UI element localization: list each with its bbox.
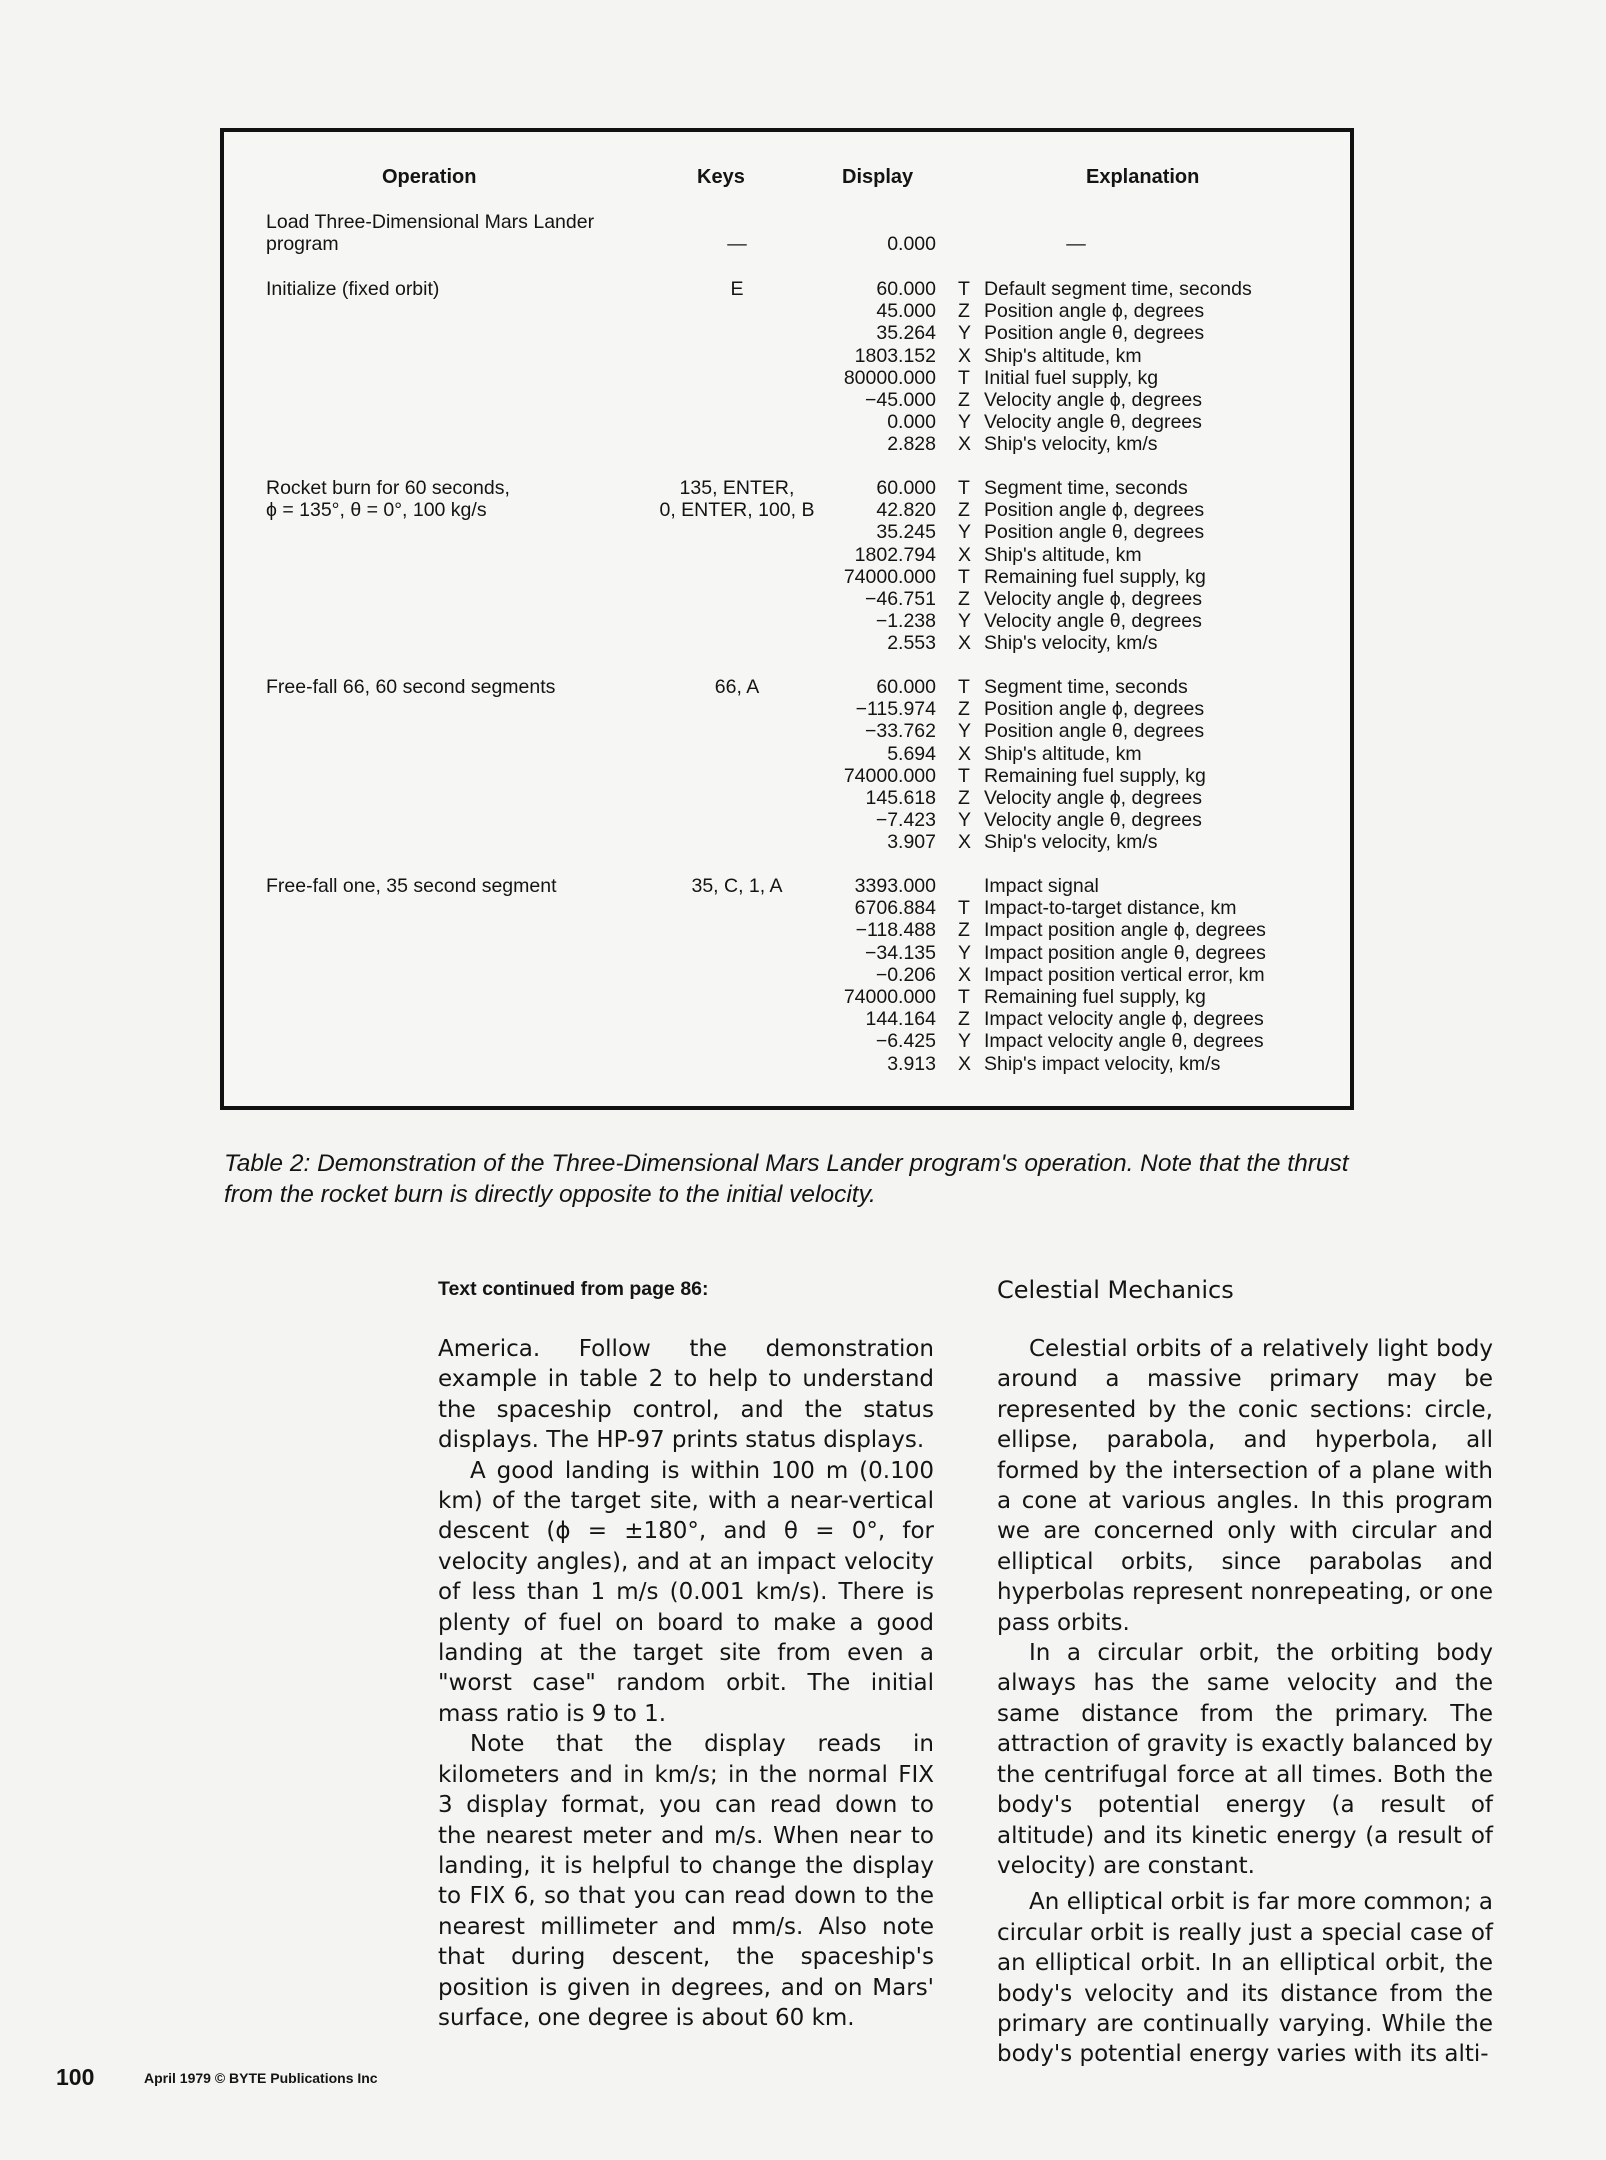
register-label: X: [958, 831, 972, 854]
explanation-text: Segment time, seconds: [984, 676, 1188, 698]
register-label: Z: [958, 499, 970, 522]
keys-line: 0, ENTER, 100, B: [659, 499, 815, 522]
display-value: 74000.000: [843, 764, 936, 787]
register-label: Z: [958, 787, 970, 810]
explanation-text: Remaining fuel supply, kg: [984, 565, 1206, 588]
display-value: 1802.794: [854, 543, 936, 566]
paragraph: Celestial orbits of a relatively light body around a massive primary may be represented by the conic sections: circle, ellipse, parabola, and hyperbola, all formed by the intersection of a plane with a cone at various angles. In this program we are concerned only with circular and elliptical orbits, since parabolas and hyperbolas represent nonrepeating, or one pass orbits.: [997, 1336, 1493, 1636]
header-explanation: Explanation: [1086, 166, 1200, 188]
explanation-text: —: [1066, 233, 1086, 255]
keys-line: 35, C, 1, A: [691, 875, 783, 897]
explanation-line: [958, 1030, 1348, 1052]
explanation-line: [958, 964, 1348, 986]
explanation-text: Position angle θ, degrees: [984, 521, 1205, 544]
explanation-text: Impact velocity angle θ, degrees: [984, 1030, 1264, 1053]
register-label: Y: [958, 1030, 972, 1053]
paragraph: In a circular orbit, the orbiting body always has the same velocity and the same distance from the primary. The attraction of gravity is exactly balanced by the centrifugal force at all times. Both the body's potential energy (a result of altitude) and its kinetic energy (a result of velocity) are constant.: [997, 1640, 1493, 1879]
operation-cell: [266, 875, 646, 897]
display-value: 6706.884: [854, 897, 936, 920]
operation-cell: [266, 278, 646, 300]
explanation-line: [958, 1053, 1348, 1075]
explanation-text: Velocity angle ϕ, degrees: [984, 389, 1202, 412]
register-label: T: [958, 676, 970, 698]
explanation-text: Velocity angle θ, degrees: [984, 809, 1202, 832]
paragraph: America. Follow the demonstration example in table 2 to help to understand the spaceship control, and the status displays. The HP-97 prints status displays.: [438, 1336, 934, 1454]
operation-line: Load Three-Dimensional Mars Lander: [266, 211, 595, 233]
table-caption: Table 2: Demonstration of the Three-Dimensional Mars Lander program's operation. Note that the thrust from the rocket burn is directly opposite to the initial velocity.: [224, 1150, 1349, 1208]
explanation-text: Remaining fuel supply, kg: [984, 986, 1206, 1009]
section-heading: Celestial Mechanics: [997, 1276, 1234, 1304]
register-label: T: [958, 565, 970, 588]
explanation-text: Velocity angle ϕ, degrees: [984, 588, 1202, 611]
display-value: 35.245: [876, 521, 936, 544]
explanation-text: Impact signal: [984, 875, 1099, 897]
explanation-line: [958, 875, 1348, 897]
explanation-text: Segment time, seconds: [984, 477, 1188, 499]
explanation-cell: [958, 875, 1348, 1075]
display-value: 2.828: [887, 433, 936, 456]
explanation-text: Default segment time, seconds: [984, 278, 1252, 300]
explanation-line: [958, 765, 1348, 787]
register-label: T: [958, 366, 970, 389]
register-label: X: [958, 742, 972, 765]
explanation-line: [958, 1008, 1348, 1030]
keys-line: E: [730, 278, 744, 300]
register-label: Z: [958, 698, 970, 721]
display-value: 144.164: [865, 1008, 936, 1031]
explanation-line: [958, 610, 1348, 632]
display-value: 80000.000: [843, 366, 936, 389]
explanation-text: Remaining fuel supply, kg: [984, 764, 1206, 787]
display-value: 0.000: [887, 233, 936, 255]
explanation-text: Ship's altitude, km: [984, 543, 1142, 566]
explanation-line: [958, 698, 1348, 720]
explanation-line: [958, 632, 1348, 654]
display-cell: [780, 278, 936, 456]
register-label: X: [958, 632, 972, 655]
register-label: Y: [958, 411, 972, 434]
explanation-text: Initial fuel supply, kg: [984, 366, 1159, 389]
paragraph: An elliptical orbit is far more common; a circular orbit is really just a special case of an elliptical orbit. In an elliptical orbit, the body's velocity and its distance from the primary are continually varying. While the body's potential energy varies with its alti-: [997, 1889, 1493, 2068]
explanation-text: Ship's altitude, km: [984, 742, 1142, 765]
explanation-text: Ship's altitude, km: [984, 344, 1142, 367]
explanation-line: [958, 588, 1348, 610]
display-value: −0.206: [875, 963, 936, 986]
explanation-line: [958, 300, 1348, 322]
explanation-text: Position angle ϕ, degrees: [984, 698, 1205, 721]
display-value: −34.135: [864, 941, 936, 964]
explanation-text: Impact-to-target distance, km: [984, 897, 1237, 920]
header-keys: Keys: [697, 166, 745, 188]
register-label: T: [958, 477, 970, 499]
continued-heading: Text continued from page 86:: [438, 1278, 709, 1300]
explanation-text: Position angle θ, degrees: [984, 322, 1205, 345]
display-value: 3393.000: [854, 875, 936, 897]
explanation-text: Position angle θ, degrees: [984, 720, 1205, 743]
operation-cell: [266, 211, 646, 255]
register-label: T: [958, 764, 970, 787]
paragraph: Note that the display reads in kilometers and in km/s; in the normal FIX 3 display format, you can read down to the nearest meter and m/s. When near to landing, it is helpful to change the display to FIX 6, so that you can read down to the nearest millimeter and mm/s. Also note that during descent, the spaceship's position is given in degrees, and on Mars' surface, one degree is about 60 km.: [438, 1731, 934, 2031]
explanation-text: Impact position angle ϕ, degrees: [984, 919, 1266, 942]
register-label: Z: [958, 588, 970, 611]
explanation-line: [958, 566, 1348, 588]
explanation-cell: [958, 477, 1348, 655]
display-cell: [780, 477, 936, 655]
display-value: −115.974: [855, 698, 936, 721]
right-text-column: [997, 1334, 1493, 2070]
display-value: −1.238: [875, 610, 936, 633]
explanation-line: [958, 433, 1348, 455]
display-value: 60.000: [876, 278, 936, 300]
register-label: X: [958, 433, 972, 456]
display-value: 60.000: [876, 676, 936, 698]
keys-line: 135, ENTER,: [679, 477, 795, 499]
register-label: Y: [958, 610, 972, 633]
explanation-line: [958, 986, 1348, 1008]
explanation-line: [958, 521, 1348, 543]
operation-line: Rocket burn for 60 seconds,: [266, 477, 510, 499]
display-value: 74000.000: [843, 986, 936, 1009]
register-label: Y: [958, 521, 972, 544]
register-label: T: [958, 897, 970, 920]
display-value: 5.694: [887, 742, 936, 765]
explanation-line: [958, 743, 1348, 765]
explanation-line: [958, 278, 1348, 300]
publication-credit: April 1979 © BYTE Publications Inc: [144, 2070, 378, 2086]
register-label: Z: [958, 389, 970, 412]
register-label: T: [958, 986, 970, 1009]
explanation-line: [958, 676, 1348, 698]
register-label: Y: [958, 720, 972, 743]
explanation-text: Impact velocity angle ϕ, degrees: [984, 1008, 1264, 1031]
page-number: 100: [56, 2064, 95, 2090]
operation-cell: [266, 676, 646, 698]
display-value: 45.000: [876, 300, 936, 323]
explanation-line: [958, 831, 1348, 853]
display-value: 3.907: [887, 831, 936, 854]
display-value: 60.000: [876, 477, 936, 499]
explanation-line: [958, 389, 1348, 411]
explanation-line: [958, 919, 1348, 941]
explanation-line: [958, 411, 1348, 433]
display-value: −7.423: [875, 809, 936, 832]
display-value: −6.425: [875, 1030, 936, 1053]
operation-line: ϕ = 135°, θ = 0°, 100 kg/s: [266, 499, 487, 522]
explanation-text: Ship's impact velocity, km/s: [984, 1052, 1221, 1075]
explanation-text: Velocity angle θ, degrees: [984, 610, 1202, 633]
keys-line: 66, A: [714, 676, 760, 698]
display-value: 1803.152: [854, 344, 936, 367]
explanation-cell: [958, 233, 1348, 255]
register-label: T: [958, 278, 970, 300]
header-display: Display: [842, 166, 914, 188]
explanation-line: [958, 809, 1348, 831]
display-value: 35.264: [876, 322, 936, 345]
display-value: −45.000: [864, 389, 936, 412]
register-label: Y: [958, 322, 972, 345]
operation-line: Free-fall one, 35 second segment: [266, 875, 557, 897]
explanation-cell: [958, 278, 1348, 456]
explanation-line: [958, 322, 1348, 344]
display-value: 0.000: [887, 411, 936, 434]
explanation-text: Impact position angle θ, degrees: [984, 941, 1266, 964]
display-cell: [780, 676, 936, 854]
display-value: −118.488: [855, 919, 936, 942]
register-label: Y: [958, 941, 972, 964]
explanation-text: Position angle ϕ, degrees: [984, 300, 1205, 323]
paragraph: A good landing is within 100 m (0.100 km) of the target site, with a near-vertical descent (ϕ = ±180°, and θ = 0°, for velocity angles), and at an impact velocity of less than 1 m/s (0.001 km/s). There is plenty of fuel on board to make a good landing at the target site from even a "worst case" random orbit. The initial mass ratio is 9 to 1.: [438, 1457, 934, 1727]
register-label: X: [958, 1052, 972, 1075]
operation-cell: [266, 477, 646, 521]
explanation-line: [958, 499, 1348, 521]
explanation-line: [958, 477, 1348, 499]
display-cell: [780, 875, 936, 1075]
explanation-line: [958, 345, 1348, 367]
explanation-text: Ship's velocity, km/s: [984, 831, 1158, 854]
explanation-line: [958, 787, 1348, 809]
display-value: −46.751: [864, 588, 936, 611]
explanation-line: [958, 367, 1348, 389]
explanation-text: Velocity angle ϕ, degrees: [984, 787, 1202, 810]
explanation-line: [958, 233, 1168, 255]
explanation-line: [958, 942, 1348, 964]
header-operation: Operation: [382, 166, 477, 188]
explanation-text: Impact position vertical error, km: [984, 963, 1265, 986]
display-value: 145.618: [865, 787, 936, 810]
explanation-text: Ship's velocity, km/s: [984, 433, 1158, 456]
operation-line: program: [266, 233, 339, 256]
register-label: X: [958, 963, 972, 986]
register-label: Y: [958, 809, 972, 832]
display-value: 74000.000: [843, 565, 936, 588]
operation-line: Free-fall 66, 60 second segments: [266, 676, 556, 698]
register-label: Z: [958, 300, 970, 323]
register-label: Z: [958, 919, 970, 942]
operation-line: Initialize (fixed orbit): [266, 278, 440, 300]
display-value: 2.553: [887, 632, 936, 655]
display-value: 3.913: [887, 1052, 936, 1075]
explanation-line: [958, 720, 1348, 742]
display-value: 42.820: [876, 499, 936, 522]
explanation-text: Velocity angle θ, degrees: [984, 411, 1202, 434]
explanation-line: [958, 544, 1348, 566]
register-label: X: [958, 543, 972, 566]
register-label: X: [958, 344, 972, 367]
keys-line: —: [727, 233, 747, 255]
explanation-line: [958, 897, 1348, 919]
register-label: Z: [958, 1008, 970, 1031]
display-cell: [780, 233, 936, 255]
explanation-text: Ship's velocity, km/s: [984, 632, 1158, 655]
left-text-column: [438, 1334, 934, 2033]
explanation-cell: [958, 676, 1348, 854]
display-value: −33.762: [864, 720, 936, 743]
explanation-text: Position angle ϕ, degrees: [984, 499, 1205, 522]
